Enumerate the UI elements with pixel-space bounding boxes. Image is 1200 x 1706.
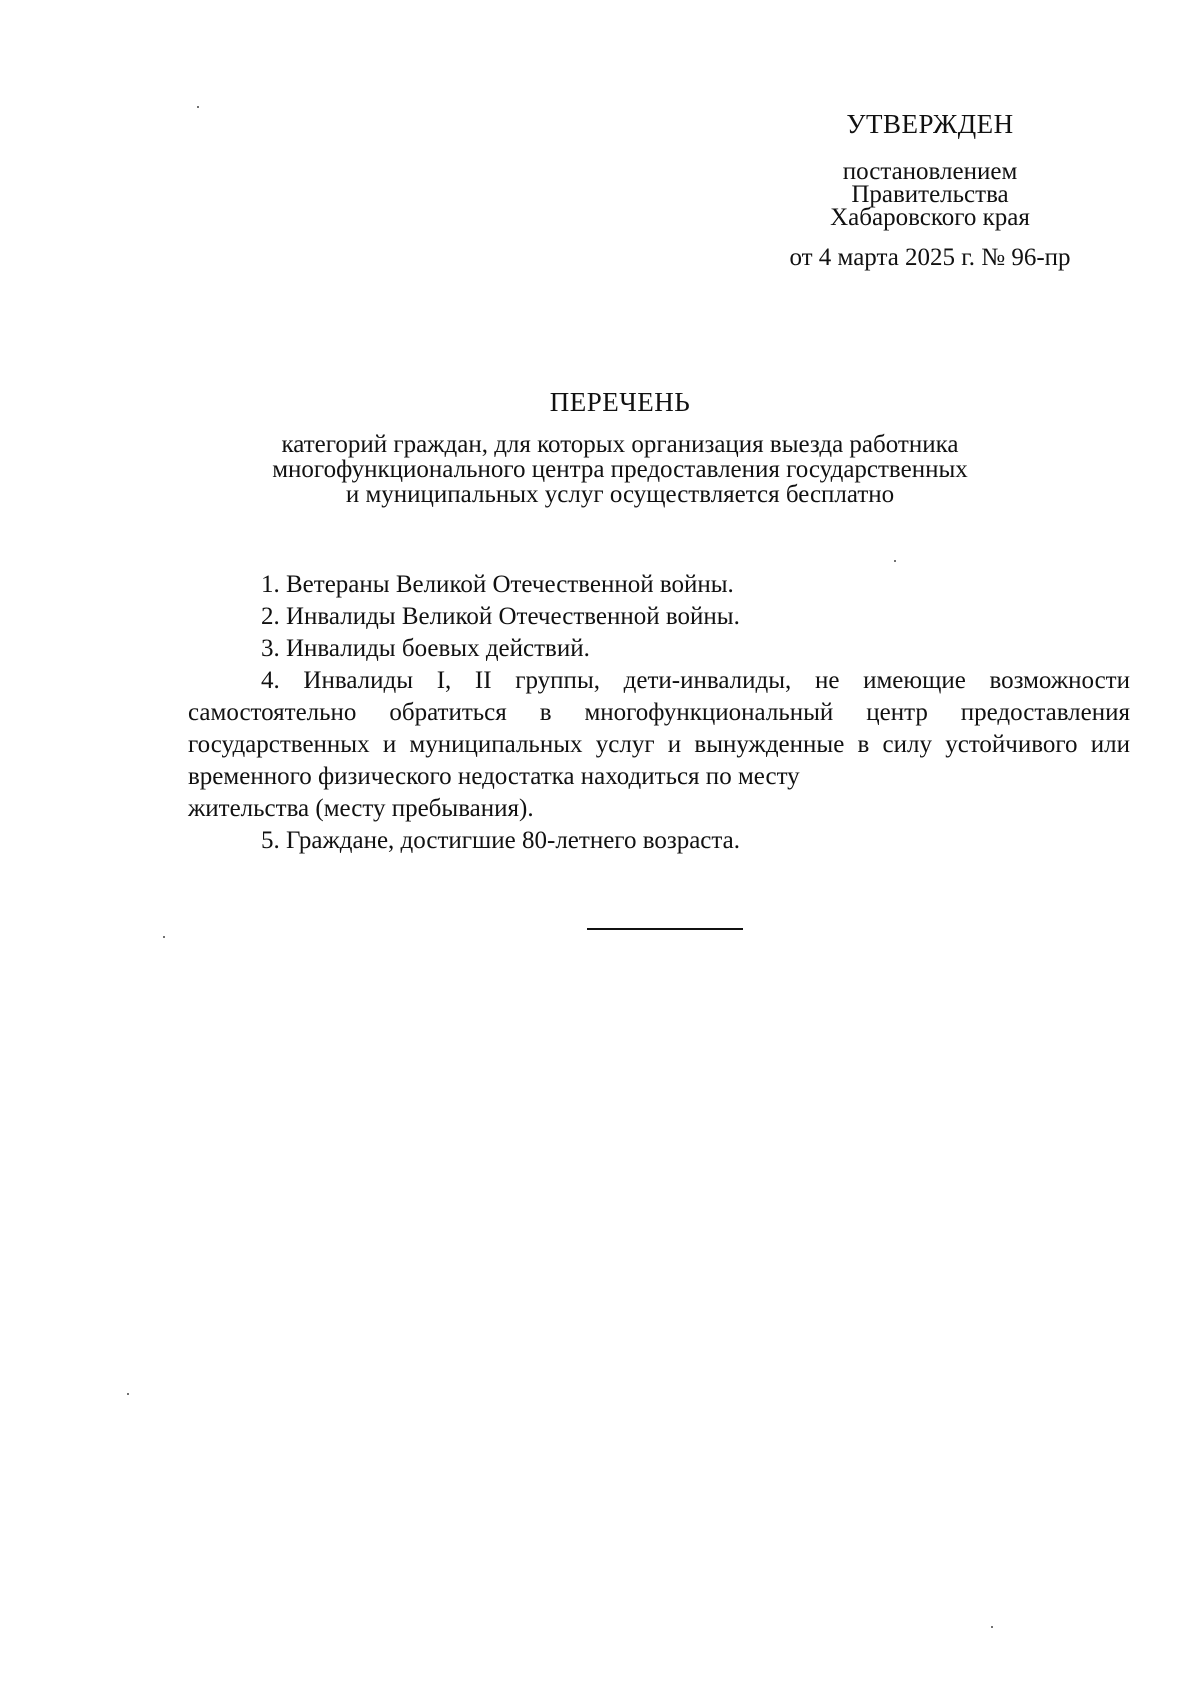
list-item: 2. Инвалиды Великой Отечественной войны. bbox=[261, 603, 740, 630]
document-title: ПЕРЕЧЕНЬ bbox=[549, 387, 691, 417]
category-list bbox=[188, 569, 1130, 857]
approval-heading: УТВЕРЖДЕН bbox=[846, 109, 1014, 139]
list-item: 5. Граждане, достигшие 80-летнего возраста. bbox=[261, 827, 740, 854]
approval-line: постановлением bbox=[842, 158, 1018, 185]
scan-speck bbox=[991, 1626, 993, 1628]
list-item bbox=[188, 665, 1130, 825]
document-subtitle-line: и муниципальных услуг осуществляется бесплатно bbox=[345, 481, 895, 508]
document-subtitle-line: категорий граждан, для которых организация выезда работника bbox=[281, 431, 959, 458]
end-separator-line bbox=[587, 928, 743, 930]
approval-block bbox=[760, 108, 1100, 273]
scan-speck bbox=[197, 106, 199, 108]
list-item: 1. Ветераны Великой Отечественной войны. bbox=[261, 571, 734, 598]
scan-speck bbox=[894, 560, 896, 562]
list-item-text-last-line: жительства (месту пребывания). bbox=[188, 795, 534, 822]
document-subtitle-line: многофункционального центра предоставления государственных bbox=[272, 456, 968, 483]
list-item: 3. Инвалиды боевых действий. bbox=[261, 635, 590, 662]
title-block bbox=[180, 386, 1060, 507]
approval-line: Правительства bbox=[851, 181, 1009, 208]
scan-speck bbox=[127, 1393, 129, 1395]
list-item-text: 4. Инвалиды I, II группы, дети-инвалиды, не имеющие возможности самостоятельно обратиться в многофункциональный центр предоставления государственных и муниципальных услуг и вынужденные в силу устойчивого или временного физического недостатка находиться по месту bbox=[188, 667, 1130, 790]
scan-speck bbox=[163, 936, 165, 938]
approval-line: Хабаровского края bbox=[830, 204, 1030, 231]
approval-date: от 4 марта 2025 г. № 96-пр bbox=[789, 244, 1071, 271]
